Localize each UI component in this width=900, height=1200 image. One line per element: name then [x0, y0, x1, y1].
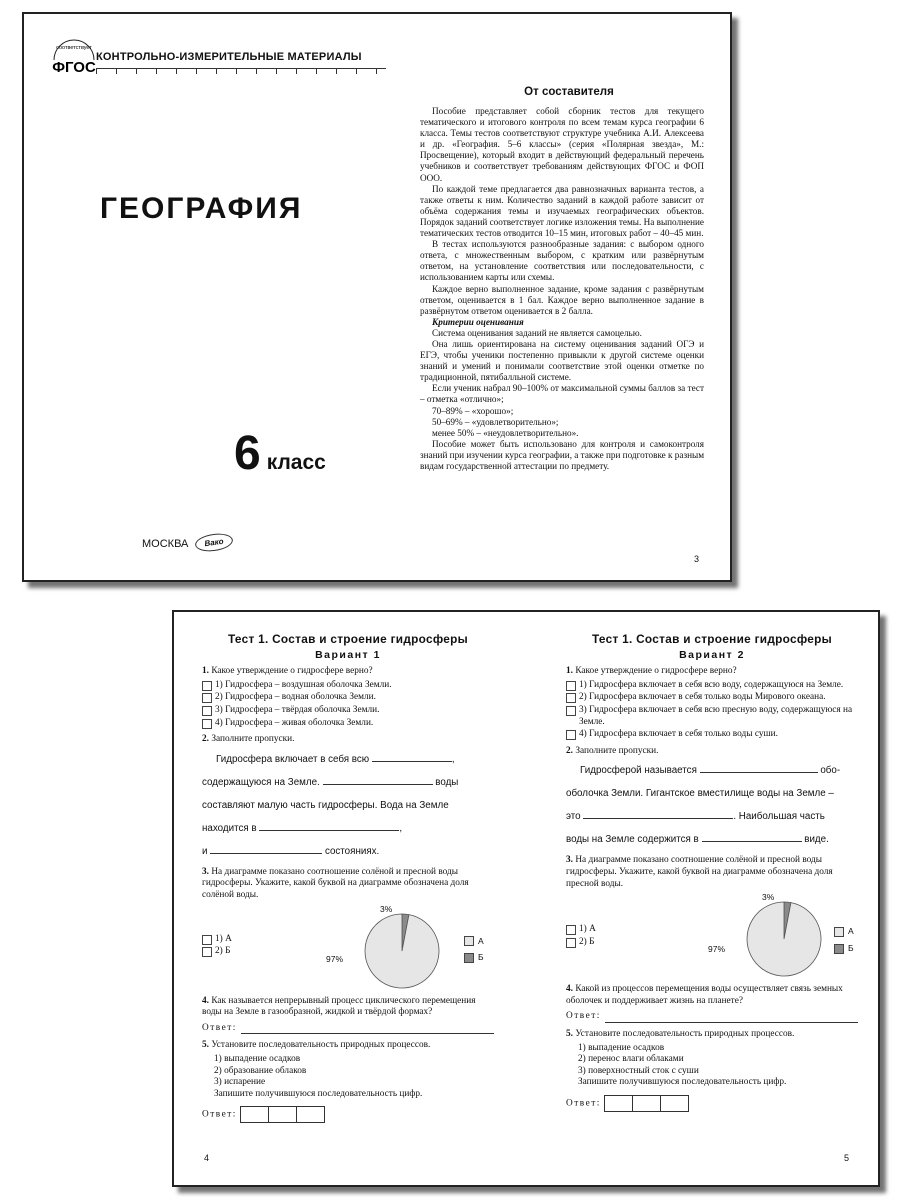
page-number: 5 — [844, 1153, 850, 1163]
variant-title: Вариант 1 — [315, 648, 381, 661]
answer-boxes[interactable] — [241, 1106, 325, 1123]
checkbox[interactable] — [566, 938, 576, 948]
question-text: Какое утверждение о гидросфере верно? — [211, 666, 373, 677]
preface-paragraph: Каждое верно выполненное задание, кроме задания с развёрнутым ответом, оценивается в 1 бал. Каждое верно выполненное задание в развёрнутом ответом оценивается в 2 балла. — [420, 283, 704, 316]
option-label: 1) Гидросфера – воздушная оболочка Земли. — [215, 679, 392, 690]
option-label: 2) Гидросфера включает в себя только воды Мирового океана. — [579, 692, 826, 703]
question-text: Какой из процессов перемещения воды осуществляет связь земных оболочек и поддерживает жизнь на планете? — [566, 984, 843, 1006]
pie-label-small: 3% — [380, 903, 393, 914]
answer-label: Ответ: — [202, 1022, 237, 1033]
grade-word: класс — [266, 451, 326, 474]
question-text: Заполните пропуски. — [575, 745, 659, 756]
legend-item: А — [464, 936, 484, 948]
question-number: 1. — [202, 666, 209, 677]
test-spread — [172, 610, 880, 1187]
legend-item: Б — [834, 943, 854, 955]
fill-text: это — [566, 811, 581, 823]
sequence-item: 1) выпадение осадков — [578, 1042, 665, 1053]
legend-swatch — [834, 944, 844, 954]
blank-field[interactable] — [259, 820, 399, 831]
question-3 — [566, 855, 858, 890]
pie-slice-0 — [365, 914, 439, 988]
fill-text: воды — [435, 776, 459, 788]
question-number: 4. — [566, 984, 573, 995]
checkbox[interactable] — [566, 681, 576, 691]
fill-text: составляют малую часть гидросферы. Вода на Земле — [202, 799, 449, 811]
fill-text: содержащуюся на Земле. — [202, 776, 320, 788]
fill-in-text: Гидросфера включает в себя всю , содержащуюся на Земле. воды составляют малую часть гидросферы. Вода на Земле находится в , и состояниях. — [202, 748, 494, 863]
sequence-item: 2) образование облаков — [214, 1065, 307, 1076]
blank-field[interactable] — [700, 762, 818, 773]
legend-swatch — [834, 927, 844, 937]
digit-box[interactable] — [296, 1106, 325, 1123]
option-label: 1) А — [579, 924, 596, 935]
fgos-logo — [46, 36, 102, 82]
question-number: 2. — [202, 734, 209, 745]
question-text: Какое утверждение о гидросфере верно? — [575, 666, 737, 677]
fill-text: , — [399, 822, 403, 834]
fill-text: Гидросферой называется — [580, 765, 697, 777]
chart-legend — [834, 926, 854, 959]
chart-legend — [464, 936, 484, 969]
digit-box[interactable] — [240, 1106, 269, 1123]
question-2 — [566, 746, 858, 758]
sequence-note: Запишите получившуюся последовательность цифр. — [578, 1077, 787, 1088]
fill-text: . Наибольшая часть — [733, 811, 825, 823]
decorative-ruler — [96, 68, 386, 78]
preface-title: От составителя — [524, 86, 614, 98]
variant-2-page — [566, 634, 858, 1112]
option-label: 4) Гидросфера включает в себя только воды суши. — [579, 729, 778, 740]
blank-field[interactable] — [323, 774, 433, 785]
checkbox[interactable] — [202, 681, 212, 691]
logo-text: ФГОС — [52, 59, 96, 76]
answer-boxes-row — [202, 1106, 494, 1123]
answer-line[interactable] — [202, 1023, 494, 1035]
answer-boxes-row — [566, 1095, 858, 1112]
test-title: Тест 1. Состав и строение гидросферы — [591, 632, 833, 646]
page-number: 4 — [204, 1153, 210, 1163]
option-label: 2) Б — [215, 946, 231, 957]
fill-text: виде. — [804, 834, 829, 846]
question-5 — [202, 1040, 494, 1052]
preface-text — [420, 106, 704, 472]
sequence-items — [214, 1054, 494, 1100]
question-1 — [202, 666, 494, 678]
checkbox[interactable] — [202, 719, 212, 729]
grade-scale-line: 70–89% – «хорошо»; — [432, 405, 514, 416]
sequence-note: Запишите получившуюся последовательность цифр. — [214, 1088, 423, 1099]
answer-option[interactable] — [566, 924, 596, 936]
grade-number: 6 — [234, 427, 261, 480]
blank-field[interactable] — [372, 751, 452, 762]
answer-option[interactable] — [202, 680, 494, 692]
answer-option[interactable] — [566, 729, 858, 741]
question-number: 2. — [566, 745, 573, 756]
blank-field[interactable] — [702, 831, 802, 842]
legend-item: А — [834, 926, 854, 938]
answer-line[interactable] — [566, 1011, 858, 1023]
variant-title: Вариант 2 — [679, 648, 745, 661]
city: МОСКВА — [142, 538, 189, 550]
fill-text: и — [202, 845, 208, 857]
option-label: 1) А — [215, 933, 232, 944]
preface-paragraph: Пособие представляет собой сборник тестов для текущего тематического и итогового контроля по всем темам курса географии 6 класса. Темы тестов соответствуют структуре учебника А.И. Алексеева и др. «География. 5–6 классы» (серия «Полярная звезда», М.: Просвещение), который входит в действующий федеральный перечень учебников и соответствует требованиям действующих ФГОС и ФОП ООО. — [420, 106, 704, 183]
answer-option[interactable] — [202, 705, 494, 717]
checkbox[interactable] — [202, 947, 212, 957]
legend-swatch — [464, 936, 474, 946]
answer-label: Ответ: — [202, 1109, 237, 1120]
fill-text: находится в — [202, 822, 257, 834]
answer-option[interactable] — [202, 692, 494, 704]
question-text: На диаграмме показано соотношение солёной и пресной воды гидросферы. Укажите, какой буквой на диаграмме обозначена доля солёной воды. — [202, 866, 469, 900]
question-number: 4. — [202, 995, 209, 1006]
publisher-logo: Вако — [194, 531, 234, 553]
criteria-heading: Критерии оценивания — [432, 316, 524, 327]
option-label: 3) Гидросфера включает в себя всю пресную воду, содержащуюся на Земле. — [579, 704, 853, 727]
grade-scale-line: 50–69% – «удовлетворительно»; — [432, 416, 559, 427]
question-5 — [566, 1029, 858, 1041]
preface-paragraph: Она лишь ориентирована на систему оценивания заданий ОГЭ и ЕГЭ, чтобы ученики постепенно привыкли к другой системе оценки знаний и умений и понимали соответствие этой оценки отметке по традиционной, пятибалльной системе. — [420, 338, 704, 383]
legend-swatch — [464, 953, 474, 963]
preface-paragraph: По каждой теме предлагается два равнозначных варианта тестов, а также ответы к ним. Количество заданий в каждой работе зависит от объёма содержания темы и изучаемых географических объектов. Порядок заданий соответствует логике изложения темы. На выполнение тематических тестов отводится 10–15 мин, итоговых работ – 40–45 мин. — [420, 183, 704, 239]
preface-paragraph: Если ученик набрал 90–100% от максимальной суммы баллов за тест – отметка «отлично»; — [420, 383, 704, 405]
logo-small-text: соответствует — [56, 45, 92, 51]
answer-option[interactable] — [566, 705, 858, 728]
question-4 — [202, 996, 494, 1019]
question-text: Как называется непрерывный процесс циклического перемещения воды на Земле в газообразной, жидкой и твёрдой формах? — [202, 995, 476, 1018]
answer-label: Ответ: — [566, 1011, 601, 1022]
answer-option[interactable] — [566, 692, 858, 704]
pie-label-large: 97% — [708, 944, 726, 955]
test-title: Тест 1. Состав и строение гидросферы — [227, 632, 469, 646]
fill-in-text: Гидросферой называется обо- оболочка Земли. Гигантское вместилище воды на Земле – это . Наибольшая часть воды на Земле содержится в виде. — [566, 759, 858, 851]
digit-box[interactable] — [604, 1095, 633, 1112]
series-title: КОНТРОЛЬНО-ИЗМЕРИТЕЛЬНЫЕ МАТЕРИАЛЫ — [96, 51, 362, 63]
answer-option[interactable] — [202, 718, 494, 730]
question-2 — [202, 734, 494, 746]
digit-box[interactable] — [660, 1095, 689, 1112]
checkbox[interactable] — [566, 925, 576, 935]
question-number: 1. — [566, 666, 573, 677]
legend-item: Б — [464, 952, 484, 964]
blank-field[interactable] — [583, 808, 733, 819]
option-label: 2) Гидросфера – водная оболочка Земли. — [215, 692, 376, 703]
option-label: 4) Гидросфера – живая оболочка Земли. — [215, 717, 374, 728]
fill-text: состояниях. — [324, 845, 380, 857]
question-text: Заполните пропуски. — [211, 734, 295, 745]
question-text: На диаграмме показано соотношение солёной и пресной воды гидросферы. Укажите, какой буквой на диаграмме обозначена доля пресной воды. — [566, 855, 833, 889]
pie-chart — [734, 894, 834, 980]
question-text: Установите последовательность природных процессов. — [575, 1028, 795, 1039]
option-label: 3) Гидросфера – твёрдая оболочка Земли. — [215, 704, 380, 715]
pie-chart — [352, 903, 452, 992]
answer-boxes[interactable] — [605, 1095, 689, 1112]
sequence-item: 3) испарение — [214, 1077, 266, 1088]
digit-box[interactable] — [268, 1106, 297, 1123]
question-number: 3. — [202, 866, 209, 877]
page-number: 3 — [694, 554, 700, 564]
checkbox[interactable] — [566, 730, 576, 740]
question-3 — [202, 867, 494, 902]
fill-text: Гидросфера включает в себя всю — [216, 753, 370, 765]
pie-label-large: 97% — [326, 953, 344, 964]
checkbox[interactable] — [202, 935, 212, 945]
preface-paragraph: Пособие может быть использовано для контроля и самоконтроля знаний при изучении курса географии, а также при подготовке к разным видам государственной аттестации по предмету. — [420, 438, 705, 471]
sequence-item: 3) поверхностный сток с суши — [578, 1065, 699, 1076]
preface-paragraph: Система оценивания заданий не является самоцелью. — [432, 327, 642, 338]
grade — [234, 426, 326, 481]
preface-paragraph: В тестах используются разнообразные задания: с выбором одного ответа, с множественным выбором, с кратким или развёрнутым ответом, на установление соответствия или последовательности, с использованием карты или схемы. — [420, 239, 704, 283]
question-text: Установите последовательность природных процессов. — [211, 1040, 431, 1051]
pie-slice-0 — [747, 902, 821, 976]
grade-scale-line: менее 50% – «неудовлетворительно». — [432, 427, 579, 438]
digit-box[interactable] — [632, 1095, 661, 1112]
sequence-items — [578, 1043, 858, 1089]
checkbox[interactable] — [566, 706, 576, 716]
cover-spread — [22, 12, 732, 582]
fill-text: оболочка Земли. Гигантское вместилище воды на Земле – — [566, 788, 834, 800]
fill-text: воды на Земле содержится в — [566, 834, 699, 846]
answer-label: Ответ: — [566, 1098, 601, 1109]
question-4 — [566, 984, 858, 1007]
question-number: 5. — [566, 1028, 573, 1039]
sequence-item: 1) выпадение осадков — [214, 1053, 301, 1064]
option-label: 2) Б — [579, 936, 595, 947]
blank-field[interactable] — [210, 843, 322, 854]
checkbox[interactable] — [202, 706, 212, 716]
pie-label-small: 3% — [762, 892, 775, 903]
variant-1-page — [202, 634, 494, 1123]
pie-chart-block — [566, 894, 858, 980]
question-1 — [566, 666, 858, 678]
answer-option[interactable] — [202, 934, 232, 946]
question-number: 5. — [202, 1040, 209, 1051]
sequence-item: 2) перенос влаги облаками — [578, 1054, 684, 1065]
question-number: 3. — [566, 855, 573, 866]
answer-field[interactable] — [241, 1023, 494, 1034]
answer-option[interactable] — [202, 946, 232, 958]
answer-option[interactable] — [566, 680, 858, 692]
option-label: 1) Гидросфера включает в себя всю воду, содержащуюся на Земле. — [579, 679, 844, 690]
checkbox[interactable] — [566, 693, 576, 703]
answer-option[interactable] — [566, 937, 596, 949]
answer-field[interactable] — [605, 1012, 858, 1023]
pie-chart-block — [202, 903, 494, 992]
checkbox[interactable] — [202, 693, 212, 703]
subject-title: ГЕОГРАФИЯ — [100, 192, 303, 225]
